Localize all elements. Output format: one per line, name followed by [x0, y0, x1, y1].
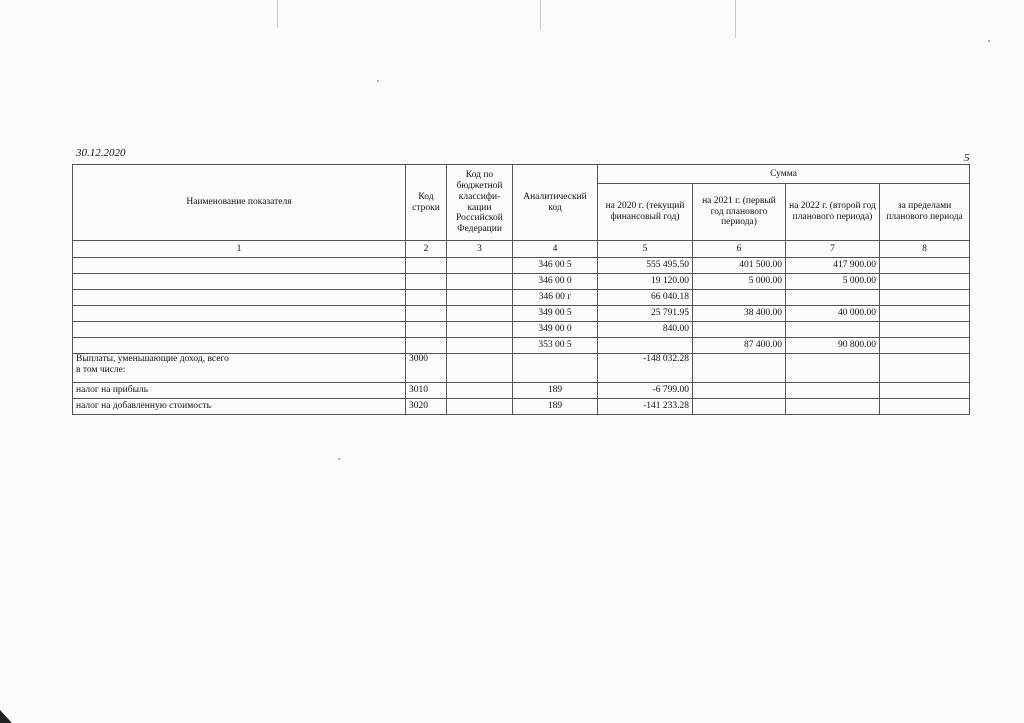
cell-row-code [406, 322, 447, 338]
table-row [73, 383, 970, 399]
cell-sum-beyond [880, 399, 970, 415]
header-sum: Сумма [598, 165, 970, 184]
cell-sum-2020: 66 040.18 [598, 290, 693, 306]
table-row [73, 354, 970, 383]
cell-sum-beyond [880, 383, 970, 399]
cell-analytic-code: 353 00 5 [513, 338, 598, 354]
column-number: 8 [880, 241, 970, 258]
cell-sum-2022: 40 000.00 [786, 306, 880, 322]
scan-corner-mark [0, 710, 12, 723]
cell-sum-2021 [693, 354, 786, 383]
cell-sum-beyond [880, 322, 970, 338]
cell-name: налог на прибыль [73, 383, 406, 399]
cell-row-code [406, 274, 447, 290]
cell-row-code [406, 306, 447, 322]
table-row [73, 399, 970, 415]
cell-sum-beyond [880, 274, 970, 290]
cell-sum-2020: -148 032.28 [598, 354, 693, 383]
cell-name [73, 258, 406, 274]
column-number: 4 [513, 241, 598, 258]
scan-speck [988, 40, 990, 42]
cell-sum-2021: 38 400.00 [693, 306, 786, 322]
scan-fold-line [277, 0, 278, 28]
cell-sum-beyond [880, 290, 970, 306]
cell-sum-beyond [880, 258, 970, 274]
cell-sum-2020: -141 233.28 [598, 399, 693, 415]
cell-row-code [406, 258, 447, 274]
table-row [73, 306, 970, 322]
cell-budget-code [447, 290, 513, 306]
cell-sum-2020: 840.00 [598, 322, 693, 338]
column-number: 3 [447, 241, 513, 258]
header-year-2021: на 2021 г. (первый год планового периода) [693, 184, 786, 241]
scan-fold-line [540, 0, 541, 30]
cell-sum-2022: 90 800.00 [786, 338, 880, 354]
cell-sum-2020: 555 495.50 [598, 258, 693, 274]
cell-sum-2022: 5 000.00 [786, 274, 880, 290]
financial-report-table [72, 164, 970, 415]
cell-name [73, 322, 406, 338]
table-row [73, 290, 970, 306]
column-number: 5 [598, 241, 693, 258]
cell-name [73, 274, 406, 290]
cell-sum-2022 [786, 354, 880, 383]
cell-analytic-code: 349 00 0 [513, 322, 598, 338]
cell-analytic-code: 189 [513, 399, 598, 415]
cell-analytic-code: 349 00 5 [513, 306, 598, 322]
page-number: 5 [964, 152, 970, 164]
cell-sum-2020: 25 791.95 [598, 306, 693, 322]
cell-sum-2021: 5 000.00 [693, 274, 786, 290]
scan-speck [377, 80, 379, 82]
cell-analytic-code [513, 354, 598, 383]
cell-name: Выплаты, уменьшающие доход, всего в том числе: [73, 354, 406, 383]
cell-sum-2021: 87 400.00 [693, 338, 786, 354]
cell-analytic-code: 189 [513, 383, 598, 399]
column-number: 7 [786, 241, 880, 258]
cell-sum-2021 [693, 290, 786, 306]
column-number: 2 [406, 241, 447, 258]
table-row [73, 322, 970, 338]
cell-name [73, 290, 406, 306]
cell-sum-beyond [880, 338, 970, 354]
cell-sum-2022 [786, 290, 880, 306]
table-row [73, 258, 970, 274]
cell-name [73, 306, 406, 322]
header-beyond: за пределами планового периода [880, 184, 970, 241]
cell-budget-code [447, 274, 513, 290]
cell-row-code: 3010 [406, 383, 447, 399]
table-row [73, 274, 970, 290]
cell-row-code [406, 338, 447, 354]
cell-budget-code [447, 258, 513, 274]
header-row [73, 165, 970, 184]
cell-sum-2022 [786, 322, 880, 338]
cell-sum-2020: 19 120.00 [598, 274, 693, 290]
cell-budget-code [447, 399, 513, 415]
cell-sum-beyond [880, 354, 970, 383]
header-year-2020: на 2020 г. (текущий финансовый год) [598, 184, 693, 241]
cell-sum-2020: -6 799.00 [598, 383, 693, 399]
header-analytic-code: Аналитический код [513, 165, 598, 241]
cell-sum-2022 [786, 399, 880, 415]
header-name: Наименование показателя [73, 165, 406, 241]
cell-sum-2022: 417 900.00 [786, 258, 880, 274]
cell-sum-2022 [786, 383, 880, 399]
scan-speck [338, 458, 340, 460]
document-date: 30.12.2020 [76, 147, 126, 159]
cell-row-code: 3000 [406, 354, 447, 383]
cell-budget-code [447, 354, 513, 383]
cell-row-code: 3020 [406, 399, 447, 415]
cell-sum-2021 [693, 399, 786, 415]
header-budget-code: Код по бюджетной классифи-кации Российской Федерации [447, 165, 513, 241]
cell-budget-code [447, 322, 513, 338]
cell-sum-2021: 401 500.00 [693, 258, 786, 274]
scan-fold-line [735, 0, 736, 38]
cell-sum-2021 [693, 322, 786, 338]
column-number: 1 [73, 241, 406, 258]
cell-name [73, 338, 406, 354]
header-row-code: Код строки [406, 165, 447, 241]
cell-budget-code [447, 383, 513, 399]
cell-sum-2020 [598, 338, 693, 354]
cell-sum-beyond [880, 306, 970, 322]
cell-name: налог на добавленную стоимость [73, 399, 406, 415]
table-body [73, 258, 970, 415]
header-year-2022: на 2022 г. (второй год планового периода) [786, 184, 880, 241]
cell-analytic-code: 346 00 0 [513, 274, 598, 290]
table-row [73, 338, 970, 354]
column-number: 6 [693, 241, 786, 258]
column-number-row [73, 241, 970, 258]
cell-budget-code [447, 338, 513, 354]
cell-budget-code [447, 306, 513, 322]
cell-analytic-code: 346 00 г [513, 290, 598, 306]
cell-sum-2021 [693, 383, 786, 399]
cell-row-code [406, 290, 447, 306]
cell-analytic-code: 346 00 5 [513, 258, 598, 274]
